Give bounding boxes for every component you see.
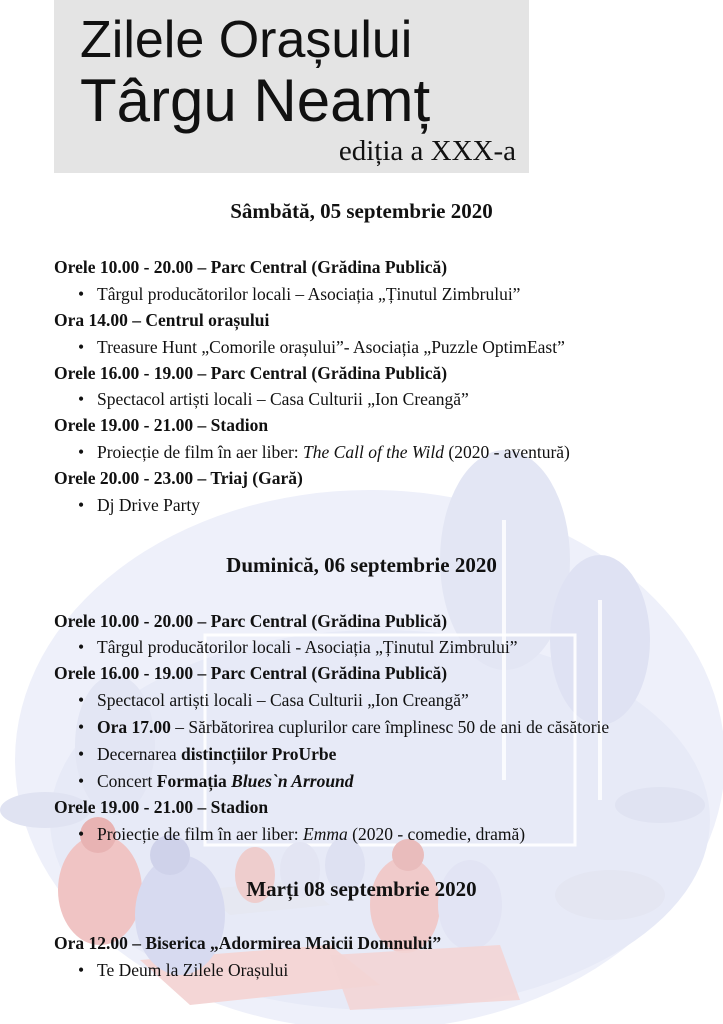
band-name: Blues`n Arround	[231, 771, 354, 791]
schedule-time: Orele 20.00 - 23.00 – Triaj (Gară)	[54, 468, 303, 488]
schedule-time: Orele 10.00 - 20.00 – Parc Central (Grădina Publică)	[54, 257, 448, 277]
list-item: •Treasure Hunt „Comorile orașului”- Asociația „Puzzle OptimEast”	[78, 337, 565, 358]
bullet-icon	[78, 771, 97, 792]
film-title: The Call of the Wild	[303, 442, 445, 462]
day-heading-tuesday: Marți 08 septembrie 2020	[246, 877, 477, 901]
bullet-icon	[78, 442, 97, 463]
bullet-icon	[78, 337, 97, 358]
edition-label: ediția a XXX-a	[338, 135, 516, 167]
bullet-icon	[78, 389, 97, 410]
schedule-time: Ora 12.00 – Biserica „Adormirea Maicii Domnului”	[54, 933, 442, 953]
list-item: •Decernarea distincțiilor ProUrbe	[78, 744, 336, 765]
film-title: Emma	[303, 824, 348, 844]
schedule-time: Orele 19.00 - 21.00 – Stadion	[54, 415, 269, 435]
bullet-icon	[78, 824, 97, 845]
list-item: •Concert Formația Blues`n Arround	[78, 771, 354, 792]
bullet-icon	[78, 717, 97, 738]
list-item: •Spectacol artiști locali – Casa Culturii „Ion Creangă”	[78, 389, 469, 410]
day-heading-saturday: Sâmbătă, 05 septembrie 2020	[230, 199, 493, 223]
schedule-time: Ora 14.00 – Centrul orașului	[54, 310, 270, 330]
schedule-time: Orele 19.00 - 21.00 – Stadion	[54, 797, 269, 817]
list-item: •Proiecție de film în aer liber: The Call of the Wild (2020 - aventură)	[78, 442, 570, 463]
list-item: •Târgul producătorilor locali – Asociația „Ținutul Zimbrului”	[78, 284, 520, 305]
title-line-2: Târgu Neamț	[80, 67, 431, 134]
schedule-time: Orele 10.00 - 20.00 – Parc Central (Grădina Publică)	[54, 611, 448, 631]
schedule-time: Orele 16.00 - 19.00 – Parc Central (Grădina Publică)	[54, 363, 448, 383]
schedule-time: Orele 16.00 - 19.00 – Parc Central (Grădina Publică)	[54, 663, 448, 683]
list-item: •Dj Drive Party	[78, 495, 200, 516]
bullet-icon	[78, 960, 97, 981]
bullet-icon	[78, 690, 97, 711]
list-item: •Proiecție de film în aer liber: Emma (2020 - comedie, dramă)	[78, 824, 525, 845]
list-item: •Te Deum la Zilele Orașului	[78, 960, 288, 981]
list-item: •Spectacol artiști locali – Casa Culturii „Ion Creangă”	[78, 690, 469, 711]
day-heading-sunday: Duminică, 06 septembrie 2020	[226, 553, 497, 577]
list-item: •Ora 17.00 – Sărbătorirea cuplurilor care împlinesc 50 de ani de căsătorie	[78, 717, 609, 738]
bullet-icon	[78, 637, 97, 658]
bullet-icon	[78, 495, 97, 516]
bullet-icon	[78, 744, 97, 765]
title-line-1: Zilele Orașului	[80, 11, 413, 69]
bullet-icon	[78, 284, 97, 305]
list-item: •Târgul producătorilor locali - Asociația „Ținutul Zimbrului”	[78, 637, 518, 658]
